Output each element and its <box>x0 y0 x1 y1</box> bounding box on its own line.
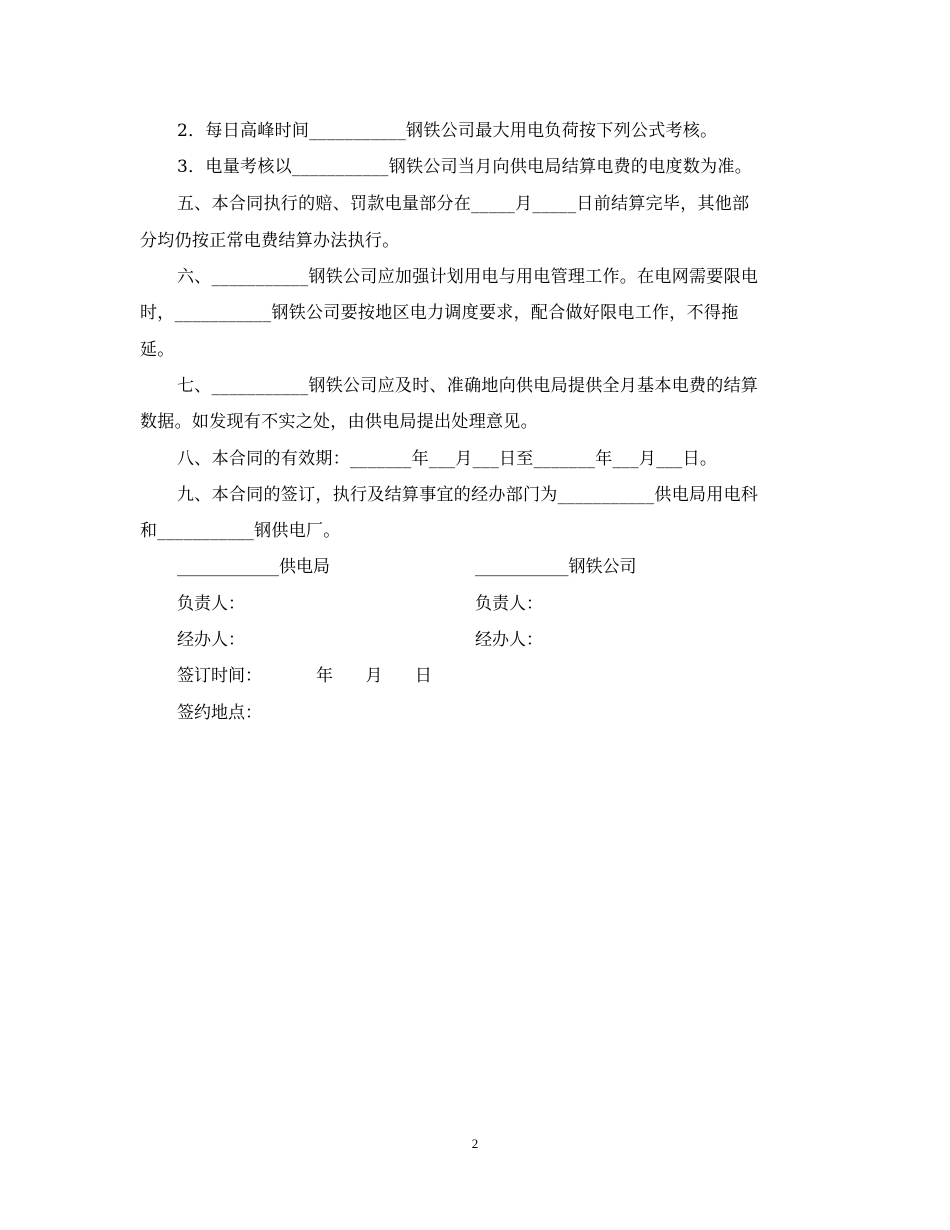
clause-six-line-1: 六、___________钢铁公司应加强计划用电与用电管理工作。在电网需要限电 <box>177 267 759 287</box>
page-number: 2 <box>471 1136 479 1151</box>
clause-six-line-3: 延。 <box>140 340 175 360</box>
clause-seven-line-2: 数据。如发现有不实之处，由供电局提出处理意见。 <box>140 412 538 432</box>
sign-place-label: 签约地点： <box>177 703 262 723</box>
clause-seven-line-1: 七、___________钢铁公司应及时、准确地向供电局提供全月基本电费的结算 <box>177 376 759 396</box>
right-party-name: ___________钢铁公司 <box>475 557 637 577</box>
clause-3-line: 3．电量考核以___________钢铁公司当月向供电局结算电费的电度数为准。 <box>177 157 753 177</box>
left-party-name: ____________供电局 <box>177 557 330 577</box>
clause-six-line-2: 时，___________钢铁公司要按地区电力调度要求，配合做好限电工作，不得拖 <box>140 303 739 323</box>
right-responsible-label: 负责人： <box>475 594 543 614</box>
clause-five-line-2: 分均仍按正常电费结算办法执行。 <box>140 231 400 251</box>
sign-time-label: 签订时间： 年 月 日 <box>177 666 432 686</box>
clause-eight-line: 八、本合同的有效期：_______年___月___日至_______年___月___日。 <box>177 449 718 469</box>
left-handler-label: 经办人： <box>177 630 245 650</box>
right-handler-label: 经办人： <box>475 630 543 650</box>
clause-nine-line-1: 九、本合同的签订，执行及结算事宜的经办部门为___________供电局用电科 <box>177 485 759 505</box>
clause-five-line-1: 五、本合同执行的赔、罚款电量部分在_____月_____日前结算完毕，其他部 <box>177 194 750 214</box>
clause-nine-line-2: 和___________钢供电厂。 <box>140 521 341 541</box>
clause-2-line: 2．每日高峰时间___________钢铁公司最大用电负荷按下列公式考核。 <box>177 121 718 141</box>
left-responsible-label: 负责人： <box>177 594 245 614</box>
